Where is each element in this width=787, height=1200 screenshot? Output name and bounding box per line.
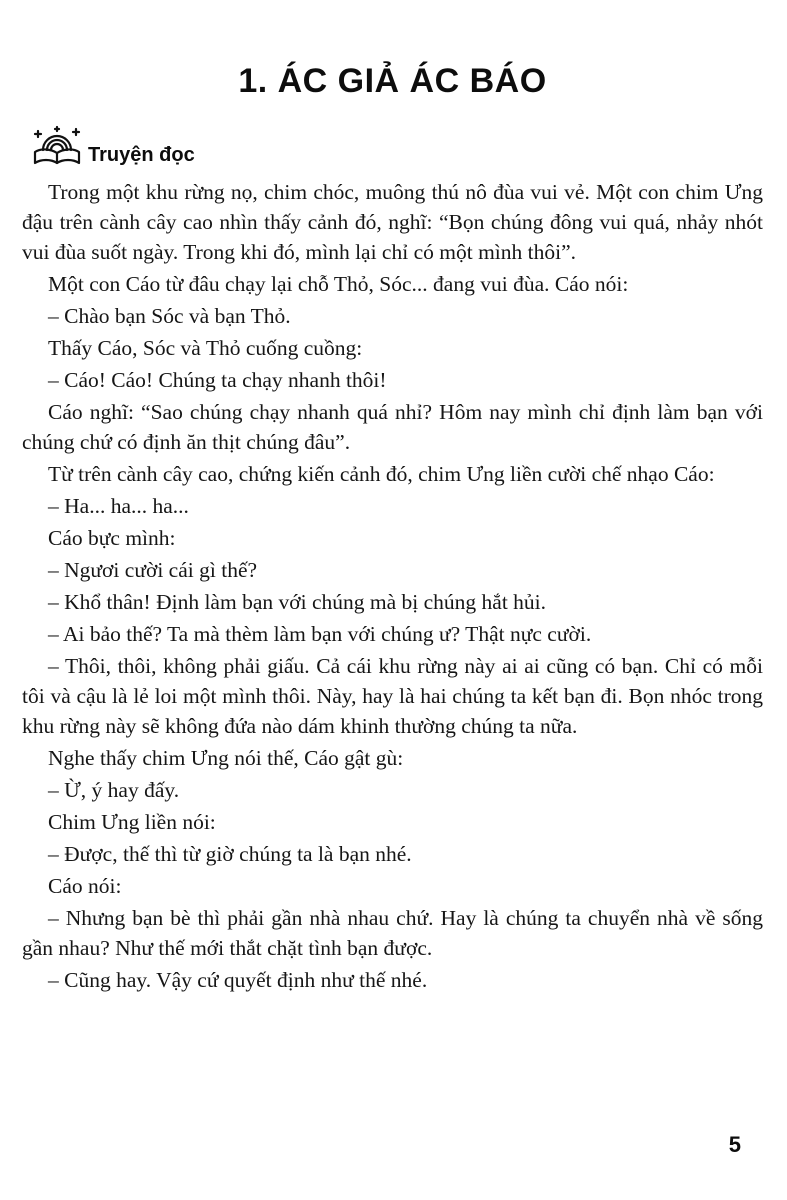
story-paragraph: – Ừ, ý hay đấy. [48, 778, 180, 802]
story-paragraph: Cáo nói: [48, 874, 122, 898]
story-paragraph: Nghe thấy chim Ưng nói thế, Cáo gật gù: [48, 746, 404, 770]
story-paragraph: Trong một khu rừng nọ, chim chóc, muông thú nô đùa vui vẻ. Một con chim Ưng đậu trên cành cây cao nhìn thấy cảnh đó, nghĩ: “Bọn chúng đông vui quá, nhảy nhót vui đùa suốt ngày. Trong khi đó, mình lại chỉ có một mình thôi”. [22, 180, 763, 264]
story-paragraph: – Cũng hay. Vậy cứ quyết định như thế nhé. [48, 968, 428, 992]
story-paragraph: – Ai bảo thế? Ta mà thèm làm bạn với chúng ư? Thật nực cười. [48, 622, 592, 646]
section-header [30, 125, 763, 169]
story-paragraph: – Thôi, thôi, không phải giấu. Cả cái khu rừng này ai ai cũng có bạn. Chỉ có mỗi tôi và cậu là lẻ loi một mình thôi. Này, hay là hai chúng ta kết bạn đi. Bọn nhóc trong khu rừng này sẽ không đứa nào dám khinh thường chúng ta nữa. [22, 654, 763, 738]
story-paragraph: – Ha... ha... ha... [48, 494, 189, 518]
section-label: Truyện đọc [88, 144, 195, 166]
story-paragraph: Cáo bực mình: [48, 526, 176, 550]
story-paragraph: Một con Cáo từ đâu chạy lại chỗ Thỏ, Sóc... đang vui đùa. Cáo nói: [48, 272, 629, 296]
story-paragraph: – Nhưng bạn bè thì phải gần nhà nhau chứ. Hay là chúng ta chuyển nhà về sống gần nhau? Như thế mới thắt chặt tình bạn được. [22, 906, 763, 960]
story-paragraph: – Khổ thân! Định làm bạn với chúng mà bị chúng hắt hủi. [48, 590, 547, 614]
story-paragraph: – Được, thế thì từ giờ chúng ta là bạn nhé. [48, 842, 412, 866]
story-paragraph: – Cáo! Cáo! Chúng ta chạy nhanh thôi! [48, 368, 387, 392]
story-paragraph: Cáo nghĩ: “Sao chúng chạy nhanh quá nhỉ? Hôm nay mình chỉ định làm bạn với chúng chứ có định ăn thịt chúng đâu”. [22, 400, 763, 454]
storybook-rainbow-icon [30, 125, 84, 169]
story-paragraph: Từ trên cành cây cao, chứng kiến cảnh đó, chim Ưng liền cười chế nhạo Cáo: [48, 462, 715, 486]
story-text [22, 177, 763, 995]
story-paragraph: Thấy Cáo, Sóc và Thỏ cuống cuồng: [48, 336, 363, 360]
story-paragraph: – Chào bạn Sóc và bạn Thỏ. [48, 304, 291, 328]
page-title: 1. ÁC GIẢ ÁC BÁO [238, 62, 547, 100]
story-paragraph: Chim Ưng liền nói: [48, 810, 216, 834]
story-paragraph: – Ngươi cười cái gì thế? [48, 558, 258, 582]
page-number: 5 [728, 1132, 741, 1157]
